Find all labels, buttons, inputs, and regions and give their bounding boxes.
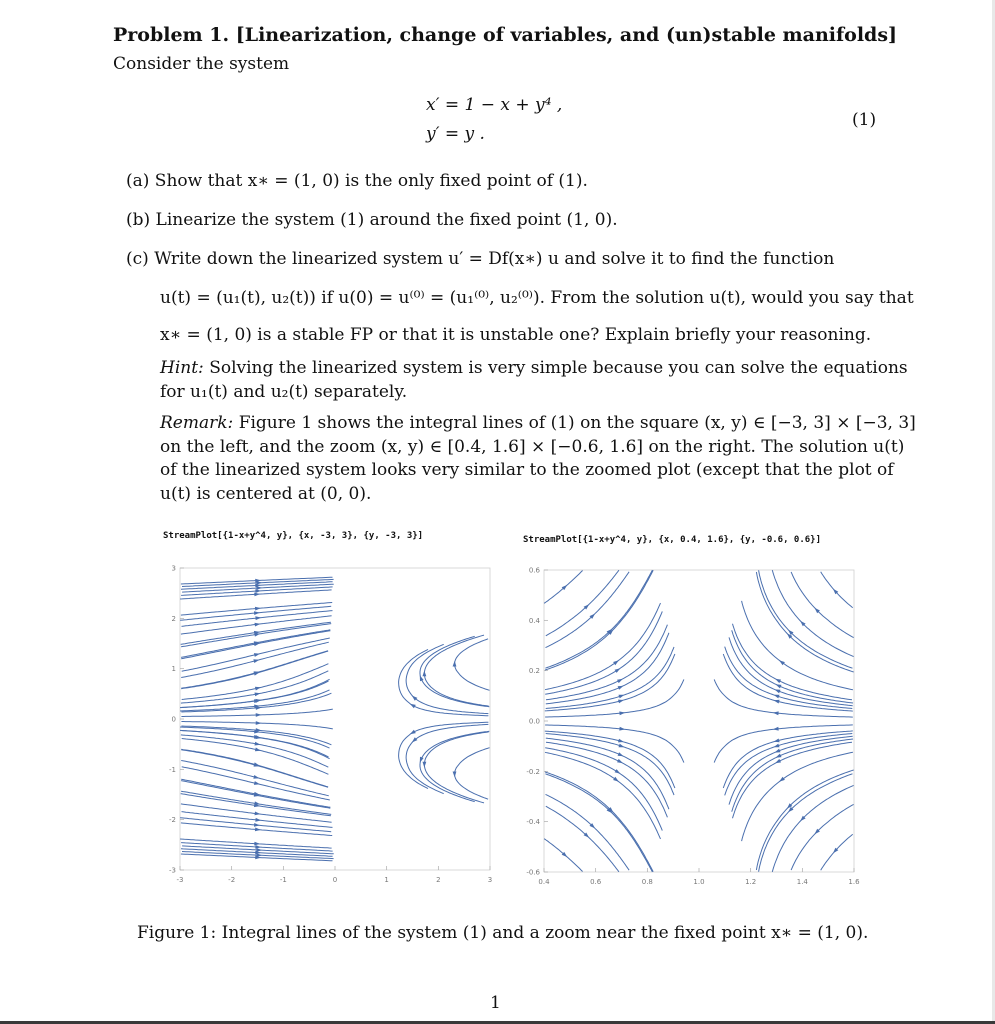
- stream-arrow: [775, 759, 781, 763]
- stream-arrow: [615, 668, 621, 673]
- x-tick-label: 1: [384, 876, 389, 884]
- hint-line-1: [160, 358, 908, 378]
- streamline: [772, 785, 853, 872]
- streamline: [420, 731, 489, 801]
- hint-label: Hint:: [160, 358, 204, 378]
- streamlines: [544, 570, 853, 872]
- stream-arrow: [774, 744, 780, 748]
- streamline: [181, 749, 328, 787]
- streamline: [546, 572, 630, 648]
- stream-arrow: [618, 739, 624, 743]
- stream-arrow: [619, 711, 625, 715]
- hint-text-1: Solving the linearized system is very simple because you can solve the equations: [209, 358, 908, 378]
- stream-arrow: [779, 777, 785, 782]
- stream-arrow: [773, 727, 779, 731]
- stream-arrow: [774, 695, 780, 699]
- stream-arrow: [255, 735, 261, 739]
- y-tick-label: 0.6: [528, 566, 540, 575]
- part-c-line-2: u(t) = (u₁(t), u₂(t)) if u(0) = u⁽⁰⁾ = (u₁⁽⁰⁾, u₂⁽⁰⁾). From the solution u(t), would you say that: [160, 288, 914, 308]
- stream-arrow: [255, 623, 261, 627]
- x-tick-label: -2: [228, 876, 236, 884]
- stream-arrow: [618, 752, 624, 756]
- stream-arrow: [617, 679, 623, 683]
- streamline: [546, 806, 619, 872]
- stream-arrow: [254, 842, 260, 846]
- streamline: [729, 736, 853, 804]
- stream-arrow: [775, 689, 781, 693]
- stream-arrow: [255, 699, 261, 703]
- remark-line-3: of the linearized system looks very similar to the zoomed plot (except that the plot of: [160, 460, 894, 480]
- streamline: [821, 572, 853, 608]
- stream-arrow: [255, 818, 261, 822]
- x-tick-label: 0.8: [641, 878, 653, 886]
- streamline: [455, 748, 490, 800]
- stream-arrow: [773, 711, 779, 715]
- stream-arrow: [613, 777, 619, 782]
- streamline: [545, 611, 662, 694]
- streamline: [545, 570, 653, 670]
- streamline: [546, 794, 630, 870]
- streamline: [181, 750, 328, 788]
- left-stream-plot: [158, 556, 498, 902]
- remark-line-2: on the left, and the zoom (x, y) ∈ [0.4, 1.6] × [−0.6, 1.6] on the right. The solution u(t): [160, 437, 905, 457]
- stream-arrow: [618, 700, 624, 704]
- streamline: [420, 636, 489, 706]
- stream-arrow: [615, 769, 621, 774]
- equation-line-1: x′ = 1 − x + y⁴ ,: [426, 95, 563, 115]
- streamline: [455, 639, 490, 691]
- streamline: [759, 774, 853, 872]
- problem-intro: Consider the system: [113, 54, 290, 74]
- stream-arrow: [774, 739, 780, 743]
- stream-arrow: [255, 616, 261, 620]
- streamline: [772, 570, 853, 657]
- stream-arrow: [256, 848, 262, 852]
- y-tick-label: 3: [171, 564, 176, 573]
- streamline: [181, 651, 328, 689]
- stream-arrow: [453, 772, 457, 778]
- stream-arrow: [619, 744, 625, 748]
- y-tick-label: 0.2: [528, 667, 540, 676]
- stream-arrow: [254, 672, 260, 676]
- stream-arrow: [775, 754, 781, 758]
- streamline: [545, 772, 653, 872]
- problem-title: Problem 1. [Linearization, change of variables, and (un)stable manifolds]: [113, 24, 898, 46]
- stream-arrow: [618, 686, 624, 690]
- part-c-line-3: x∗ = (1, 0) is a stable FP or that it is unstable one? Explain briefly your reasoning.: [160, 325, 872, 345]
- y-tick-label: -0.6: [526, 868, 540, 877]
- stream-arrow: [775, 749, 781, 753]
- x-tick-label: 0.4: [538, 878, 550, 886]
- streamline: [791, 572, 854, 638]
- stream-arrow: [254, 593, 260, 597]
- right-stream-plot: [512, 560, 868, 902]
- x-tick-label: 2: [436, 876, 441, 884]
- streamline: [545, 570, 652, 668]
- x-tick-label: -1: [279, 876, 287, 884]
- stream-arrow: [255, 812, 261, 816]
- stream-arrow: [253, 659, 259, 663]
- stream-arrow: [255, 687, 261, 691]
- streamline: [732, 630, 853, 703]
- stream-arrow: [254, 653, 260, 657]
- stream-arrow: [256, 721, 262, 725]
- stream-arrow: [256, 713, 262, 717]
- streamline: [756, 770, 853, 870]
- hint-line-2: for u₁(t) and u₂(t) separately.: [160, 382, 408, 402]
- remark-text-1: Figure 1 shows the integral lines of (1) on the square (x, y) ∈ [−3, 3] × [−3, 3]: [238, 413, 916, 433]
- x-tick-label: 1.6: [848, 878, 860, 886]
- stream-arrow: [410, 704, 416, 709]
- x-tick-label: 1.0: [693, 878, 705, 886]
- streamline: [723, 731, 853, 788]
- right-plot-code: StreamPlot[{1-x+y^4, y}, {x, 0.4, 1.6}, {y, -0.6, 0.6}]: [523, 535, 822, 545]
- stream-arrow: [619, 727, 625, 731]
- stream-arrow: [255, 845, 261, 849]
- stream-arrow: [613, 660, 619, 665]
- x-tick-label: 1.2: [745, 878, 757, 886]
- streamline: [725, 734, 853, 796]
- y-tick-label: 2: [171, 614, 176, 623]
- streamlines: [180, 577, 490, 861]
- x-tick-label: 0.6: [590, 878, 602, 886]
- plot-frame: [180, 568, 490, 870]
- stream-arrow: [253, 775, 259, 779]
- stream-arrow: [453, 661, 457, 667]
- stream-arrow: [256, 586, 262, 590]
- y-tick-label: -1: [169, 765, 176, 774]
- streamline: [546, 647, 674, 709]
- streamline: [742, 752, 853, 841]
- streamline: [733, 742, 853, 818]
- streamline: [821, 834, 853, 870]
- y-tick-label: -2: [169, 816, 176, 825]
- stream-arrow: [774, 700, 780, 704]
- streamline: [759, 570, 853, 668]
- stream-arrow: [254, 762, 260, 766]
- x-tick-label: 0: [332, 876, 338, 884]
- stream-arrow: [255, 748, 261, 752]
- streamline: [545, 774, 652, 872]
- y-tick-label: 0.0: [528, 717, 540, 726]
- streamline: [545, 748, 662, 831]
- left-plot-code: StreamPlot[{1-x+y^4, y}, {x, -3, 3}, {y, -3, 3}]: [163, 531, 424, 541]
- y-tick-label: -0.4: [526, 818, 540, 827]
- streamline: [756, 572, 853, 672]
- streamline: [546, 570, 619, 636]
- remark-line-4: u(t) is centered at (0, 0).: [160, 484, 372, 504]
- stream-arrow: [775, 684, 781, 688]
- plot-frame: [544, 570, 854, 872]
- streamline: [733, 624, 853, 700]
- streamline: [732, 739, 853, 812]
- stream-arrow: [423, 762, 427, 768]
- equation-line-2: y′ = y .: [426, 124, 485, 144]
- streamline: [725, 647, 853, 709]
- y-tick-label: -0.2: [526, 767, 540, 776]
- stream-arrow: [617, 759, 623, 763]
- remark-line-1: [160, 413, 916, 433]
- y-tick-label: 1: [171, 665, 176, 674]
- figure-caption: Figure 1: Integral lines of the system (1) and a zoom near the fixed point x∗ = (1, 0).: [137, 923, 869, 943]
- y-tick-label: 0.4: [528, 616, 540, 625]
- equation-number: (1): [852, 110, 877, 130]
- stream-arrow: [410, 730, 416, 735]
- x-tick-label: 1.4: [796, 878, 808, 886]
- stream-arrow: [779, 660, 785, 665]
- part-c-line-1: (c) Write down the linearized system u′ = Df(x∗) u and solve it to find the function: [126, 249, 835, 269]
- y-tick-label: 0: [171, 715, 176, 724]
- streamline: [791, 804, 854, 870]
- stream-arrow: [775, 679, 781, 683]
- streamline: [742, 601, 853, 690]
- stream-arrow: [619, 695, 625, 699]
- x-tick-label: -3: [176, 876, 184, 884]
- remark-label: Remark:: [160, 413, 234, 433]
- streamline: [546, 734, 674, 796]
- streamline: [723, 654, 853, 711]
- page-number: 1: [490, 993, 501, 1013]
- streamline: [729, 637, 853, 705]
- stream-arrow: [255, 589, 261, 593]
- x-tick-label: 3: [487, 876, 493, 884]
- y-tick-label: -3: [169, 866, 176, 875]
- stream-arrow: [423, 671, 427, 677]
- part-a: (a) Show that x∗ = (1, 0) is the only fixed point of (1).: [126, 171, 588, 191]
- stream-arrow: [254, 781, 260, 785]
- streamline: [181, 651, 328, 689]
- part-b: (b) Linearize the system (1) around the fixed point (1, 0).: [126, 210, 618, 230]
